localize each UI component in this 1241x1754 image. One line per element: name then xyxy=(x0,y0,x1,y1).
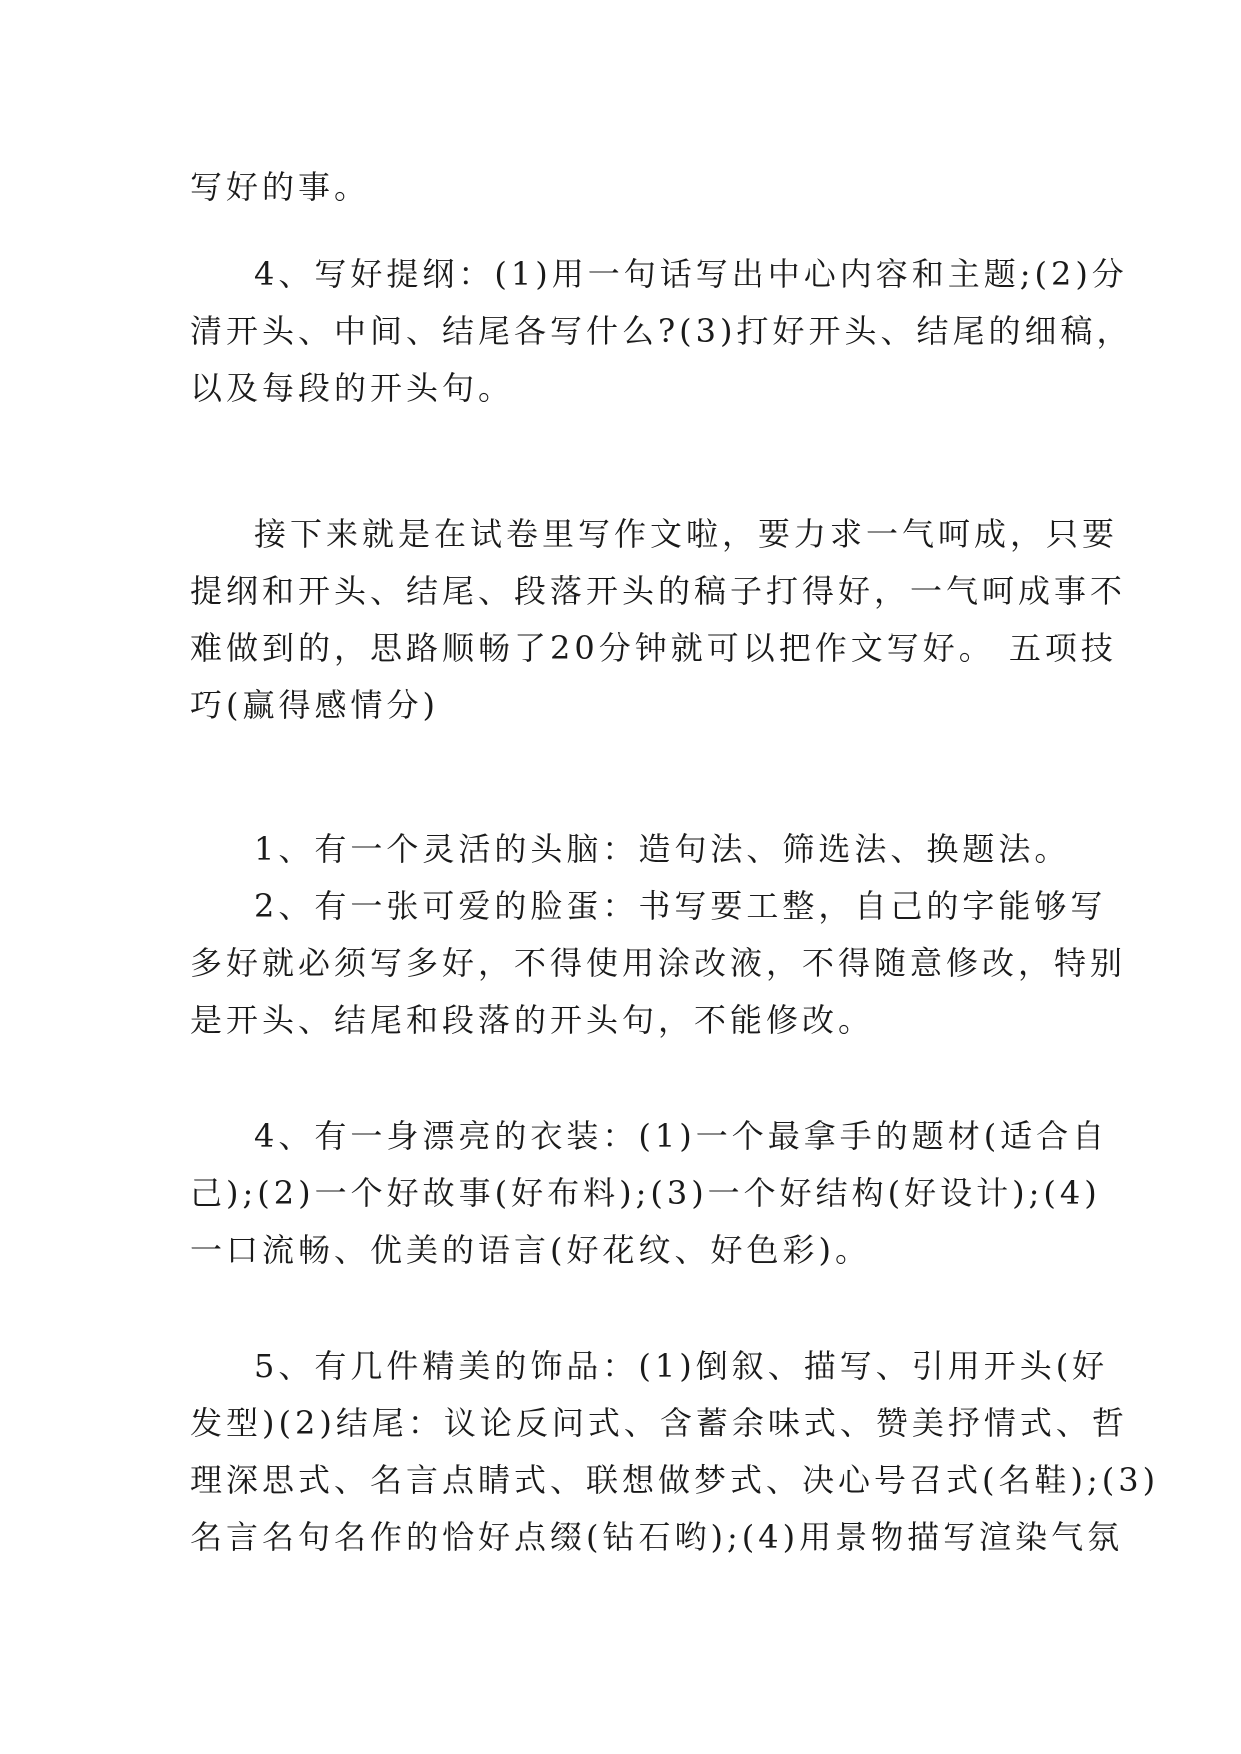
text-line: 理深思式、名言点睛式、联想做梦式、决心号召式(名鞋);(3) xyxy=(190,1461,1160,1499)
text-line: 提纲和开头、结尾、段落开头的稿子打得好，一气呵成事不 xyxy=(190,572,1127,610)
text-line: 2、有一张可爱的脸蛋：书写要工整，自己的字能够写 xyxy=(254,887,1107,925)
text-line: 5、有几件精美的饰品：(1)倒叙、描写、引用开头(好 xyxy=(254,1347,1109,1385)
text-line: 1、有一个灵活的头脑：造句法、筛选法、换题法。 xyxy=(254,830,1071,868)
text-line: 多好就必须写多好，不得使用涂改液，不得随意修改，特别 xyxy=(190,944,1127,982)
text-line: 发型)(2)结尾：议论反问式、含蓄余味式、赞美抒情式、哲 xyxy=(190,1404,1128,1442)
text-line: 清开头、中间、结尾各写什么?(3)打好开头、结尾的细稿， xyxy=(190,312,1133,350)
text-line: 4、有一身漂亮的衣装：(1)一个最拿手的题材(适合自 xyxy=(254,1117,1109,1155)
text-line: 是开头、结尾和段落的开头句，不能修改。 xyxy=(190,1001,875,1039)
text-line: 4、写好提纲：(1)用一句话写出中心内容和主题;(2)分 xyxy=(254,255,1128,293)
text-line: 己);(2)一个好故事(好布料);(3)一个好结构(好设计);(4) xyxy=(190,1174,1101,1212)
text-line: 难做到的，思路顺畅了20分钟就可以把作文写好。 五项技 xyxy=(190,629,1117,667)
text-line: 写好的事。 xyxy=(190,168,371,206)
text-line: 巧(赢得感情分) xyxy=(190,686,439,724)
text-line: 以及每段的开头句。 xyxy=(190,369,515,407)
text-line: 一口流畅、优美的语言(好花纹、好色彩)。 xyxy=(190,1231,871,1269)
text-line: 名言名句名作的恰好点缀(钻石哟);(4)用景物描写渲染气氛 xyxy=(190,1518,1124,1556)
text-line: 接下来就是在试卷里写作文啦，要力求一气呵成，只要 xyxy=(254,515,1119,553)
